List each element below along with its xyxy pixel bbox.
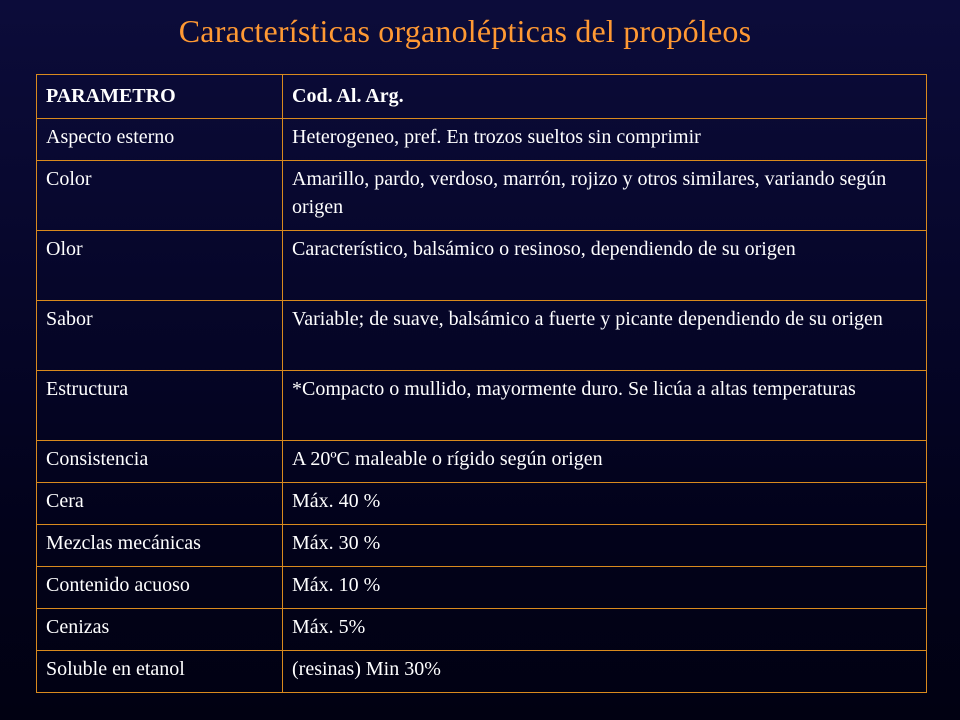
- slide-title: Características organolépticas del propóleos: [178, 13, 752, 49]
- table-row: [37, 301, 927, 371]
- table-row: [37, 119, 927, 161]
- value-cell: Máx. 30 %: [283, 525, 927, 567]
- value-cell: Variable; de suave, balsámico a fuerte y picante dependiendo de su origen: [283, 301, 927, 371]
- table-row: [37, 525, 927, 567]
- header-cell-parametro: PARAMETRO: [37, 75, 283, 119]
- value-cell: *Compacto o mullido, mayormente duro. Se licúa a altas temperaturas: [283, 371, 927, 441]
- parameter-cell: Cenizas: [37, 609, 283, 651]
- table-row: [37, 483, 927, 525]
- value-cell: Máx. 40 %: [283, 483, 927, 525]
- table-row: [37, 609, 927, 651]
- parameters-table: [36, 74, 927, 693]
- table-header-row: [37, 75, 927, 119]
- value-cell: Amarillo, pardo, verdoso, marrón, rojizo y otros similares, variando según origen: [283, 161, 927, 231]
- value-cell: (resinas) Min 30%: [283, 651, 927, 693]
- value-cell: A 20ºC maleable o rígido según origen: [283, 441, 927, 483]
- value-cell: Máx. 5%: [283, 609, 927, 651]
- parameter-cell: Estructura: [37, 371, 283, 441]
- header-cell-cod-al-arg: Cod. Al. Arg.: [283, 75, 927, 119]
- parameter-cell: Sabor: [37, 301, 283, 371]
- value-cell: Heterogeneo, pref. En trozos sueltos sin comprimir: [283, 119, 927, 161]
- table-row: [37, 567, 927, 609]
- parameter-cell: Color: [37, 161, 283, 231]
- table-row: [37, 651, 927, 693]
- parameter-cell: Aspecto esterno: [37, 119, 283, 161]
- parameter-cell: Cera: [37, 483, 283, 525]
- value-cell: Máx. 10 %: [283, 567, 927, 609]
- parameter-cell: Contenido acuoso: [37, 567, 283, 609]
- table-row: [37, 371, 927, 441]
- parameter-cell: Olor: [37, 231, 283, 301]
- table-row: [37, 161, 927, 231]
- value-cell: Característico, balsámico o resinoso, dependiendo de su origen: [283, 231, 927, 301]
- table-row: [37, 441, 927, 483]
- parameter-cell: Mezclas mecánicas: [37, 525, 283, 567]
- table-row: [37, 231, 927, 301]
- parameter-cell: Soluble en etanol: [37, 651, 283, 693]
- parameter-cell: Consistencia: [37, 441, 283, 483]
